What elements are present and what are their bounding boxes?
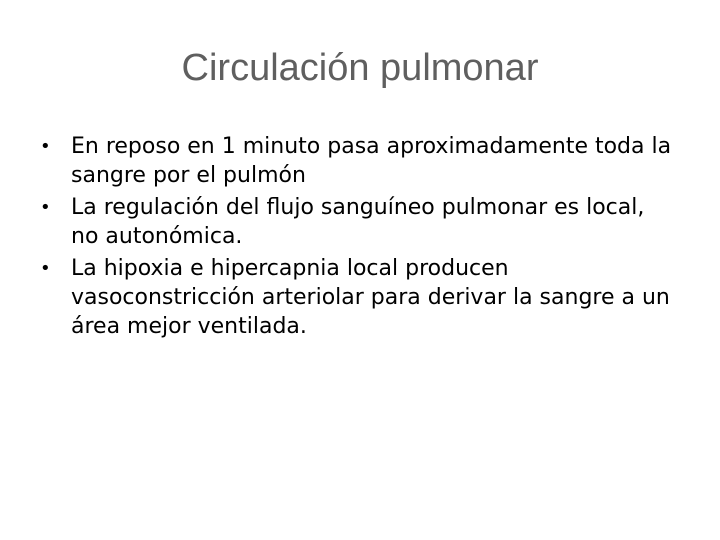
bullet-text: La hipoxia e hipercapnia local producen vasoconstricción arteriolar para derivar la sangre a un área mejor ventilada.	[71, 256, 670, 339]
bullet-dot-icon: •	[40, 197, 51, 218]
bullet-item	[38, 254, 678, 341]
bullet-list	[38, 132, 678, 344]
bullet-text: En reposo en 1 minuto pasa aproximadamente toda la sangre por el pulmón	[71, 134, 672, 188]
bullet-text: La regulación del flujo sanguíneo pulmonar es local, no autonómica.	[71, 195, 645, 249]
bullet-dot-icon: •	[40, 258, 51, 279]
bullet-item	[38, 193, 678, 251]
bullet-item	[38, 132, 678, 190]
bullet-dot-icon: •	[40, 136, 51, 157]
slide-title: Circulación pulmonar	[181, 47, 539, 89]
